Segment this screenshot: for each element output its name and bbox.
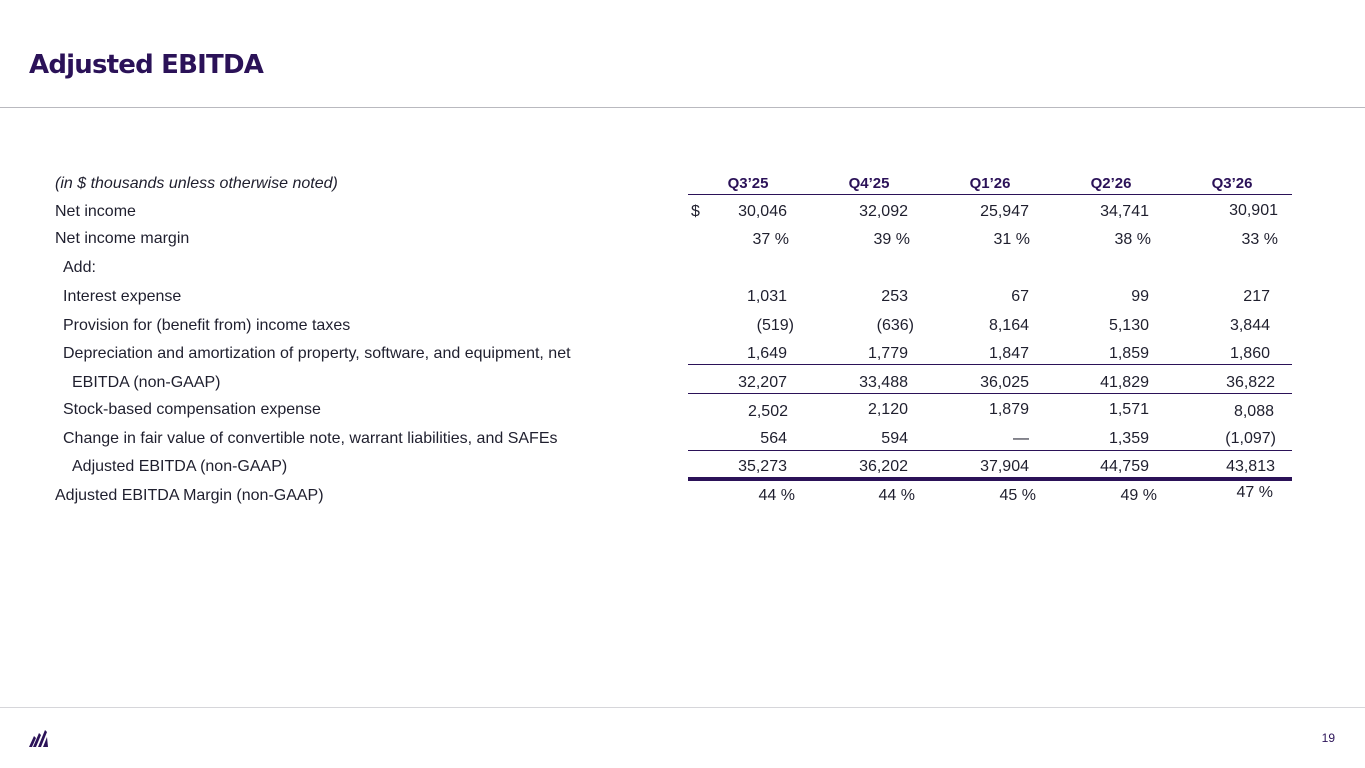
currency-symbol: $	[691, 203, 700, 220]
table-cell: 36,202	[859, 458, 908, 475]
row-label: Net income	[55, 203, 136, 220]
header-underline	[688, 194, 1292, 195]
table-cell: (519)	[756, 317, 794, 334]
table-cell: 44 %	[758, 487, 795, 504]
table-cell: 1,860	[1229, 345, 1270, 362]
table-cell: 34,741	[1100, 203, 1149, 220]
title-divider	[0, 107, 1365, 108]
table-cell: 45 %	[999, 487, 1036, 504]
table-cell: 35,273	[738, 458, 787, 475]
table-cell: 36,025	[980, 374, 1029, 391]
table-cell: 67	[1011, 288, 1029, 305]
table-cell: 1,571	[1108, 401, 1149, 418]
column-header: Q3’25	[727, 175, 769, 192]
table-cell: 1,649	[746, 345, 787, 362]
table-cell: 1,859	[1108, 345, 1149, 362]
table-unit-note: (in $ thousands unless otherwise noted)	[55, 175, 338, 192]
page-title: Adjusted EBITDA	[29, 50, 264, 80]
column-header: Q2’26	[1090, 175, 1132, 192]
table-cell: —	[1013, 430, 1029, 447]
table-cell: 217	[1243, 288, 1270, 305]
table-cell: 30,046	[738, 203, 787, 220]
table-cell: 37,904	[980, 458, 1029, 475]
row-label: Depreciation and amortization of property, software, and equipment, net	[63, 345, 571, 362]
row-label: Change in fair value of convertible note, warrant liabilities, and SAFEs	[63, 430, 558, 447]
table-cell: 37 %	[752, 231, 789, 248]
table-cell: (1,097)	[1225, 430, 1276, 447]
table-cell: 564	[760, 430, 787, 447]
table-cell: 99	[1131, 288, 1149, 305]
table-cell: 3,844	[1229, 317, 1270, 334]
table-cell: 49 %	[1120, 487, 1157, 504]
table-cell: 1,031	[746, 288, 787, 305]
column-header: Q1’26	[969, 175, 1011, 192]
table-cell: 32,207	[738, 374, 787, 391]
subtotal-underline	[688, 450, 1292, 451]
table-cell: 1,847	[988, 345, 1029, 362]
row-label: Interest expense	[63, 288, 182, 305]
table-cell: 41,829	[1100, 374, 1149, 391]
table-cell: 2,502	[747, 403, 788, 420]
table-cell: 36,822	[1226, 374, 1275, 391]
column-header: Q3’26	[1211, 175, 1253, 192]
table-cell: 33,488	[859, 374, 908, 391]
table-cell: 1,779	[867, 345, 908, 362]
table-cell: 33 %	[1241, 231, 1278, 248]
table-cell: 253	[881, 288, 908, 305]
table-cell: 2,120	[867, 401, 908, 418]
footer-divider	[0, 707, 1365, 708]
table-cell: 30,901	[1229, 202, 1278, 219]
row-label: Net income margin	[55, 230, 190, 247]
grand-total-double-underline	[688, 477, 1292, 481]
row-label: Adjusted EBITDA Margin (non-GAAP)	[55, 487, 324, 504]
table-cell: 594	[881, 430, 908, 447]
table-cell: 32,092	[859, 203, 908, 220]
table-cell: 39 %	[873, 231, 910, 248]
row-label: Add:	[63, 259, 96, 276]
row-label: Provision for (benefit from) income taxes	[63, 317, 351, 334]
table-cell: 31 %	[993, 231, 1030, 248]
row-label: EBITDA (non-GAAP)	[72, 374, 221, 391]
table-cell: 8,088	[1233, 403, 1274, 420]
table-cell: 5,130	[1108, 317, 1149, 334]
table-cell: 1,879	[988, 401, 1029, 418]
table-cell: 38 %	[1114, 231, 1151, 248]
column-header: Q4’25	[848, 175, 890, 192]
table-cell: 47 %	[1236, 484, 1273, 501]
total-underline	[688, 393, 1292, 394]
company-logo-icon	[28, 727, 50, 749]
row-label: Stock-based compensation expense	[63, 401, 321, 418]
table-cell: (636)	[876, 317, 914, 334]
table-cell: 1,359	[1108, 430, 1149, 447]
table-cell: 44 %	[878, 487, 915, 504]
table-cell: 25,947	[980, 203, 1029, 220]
row-label: Adjusted EBITDA (non-GAAP)	[72, 458, 288, 475]
subtotal-underline	[688, 364, 1292, 365]
page-number: 19	[1321, 731, 1335, 745]
table-cell: 43,813	[1226, 458, 1275, 475]
ebitda-table	[0, 170, 1365, 510]
table-cell: 8,164	[988, 317, 1029, 334]
table-cell: 44,759	[1100, 458, 1149, 475]
